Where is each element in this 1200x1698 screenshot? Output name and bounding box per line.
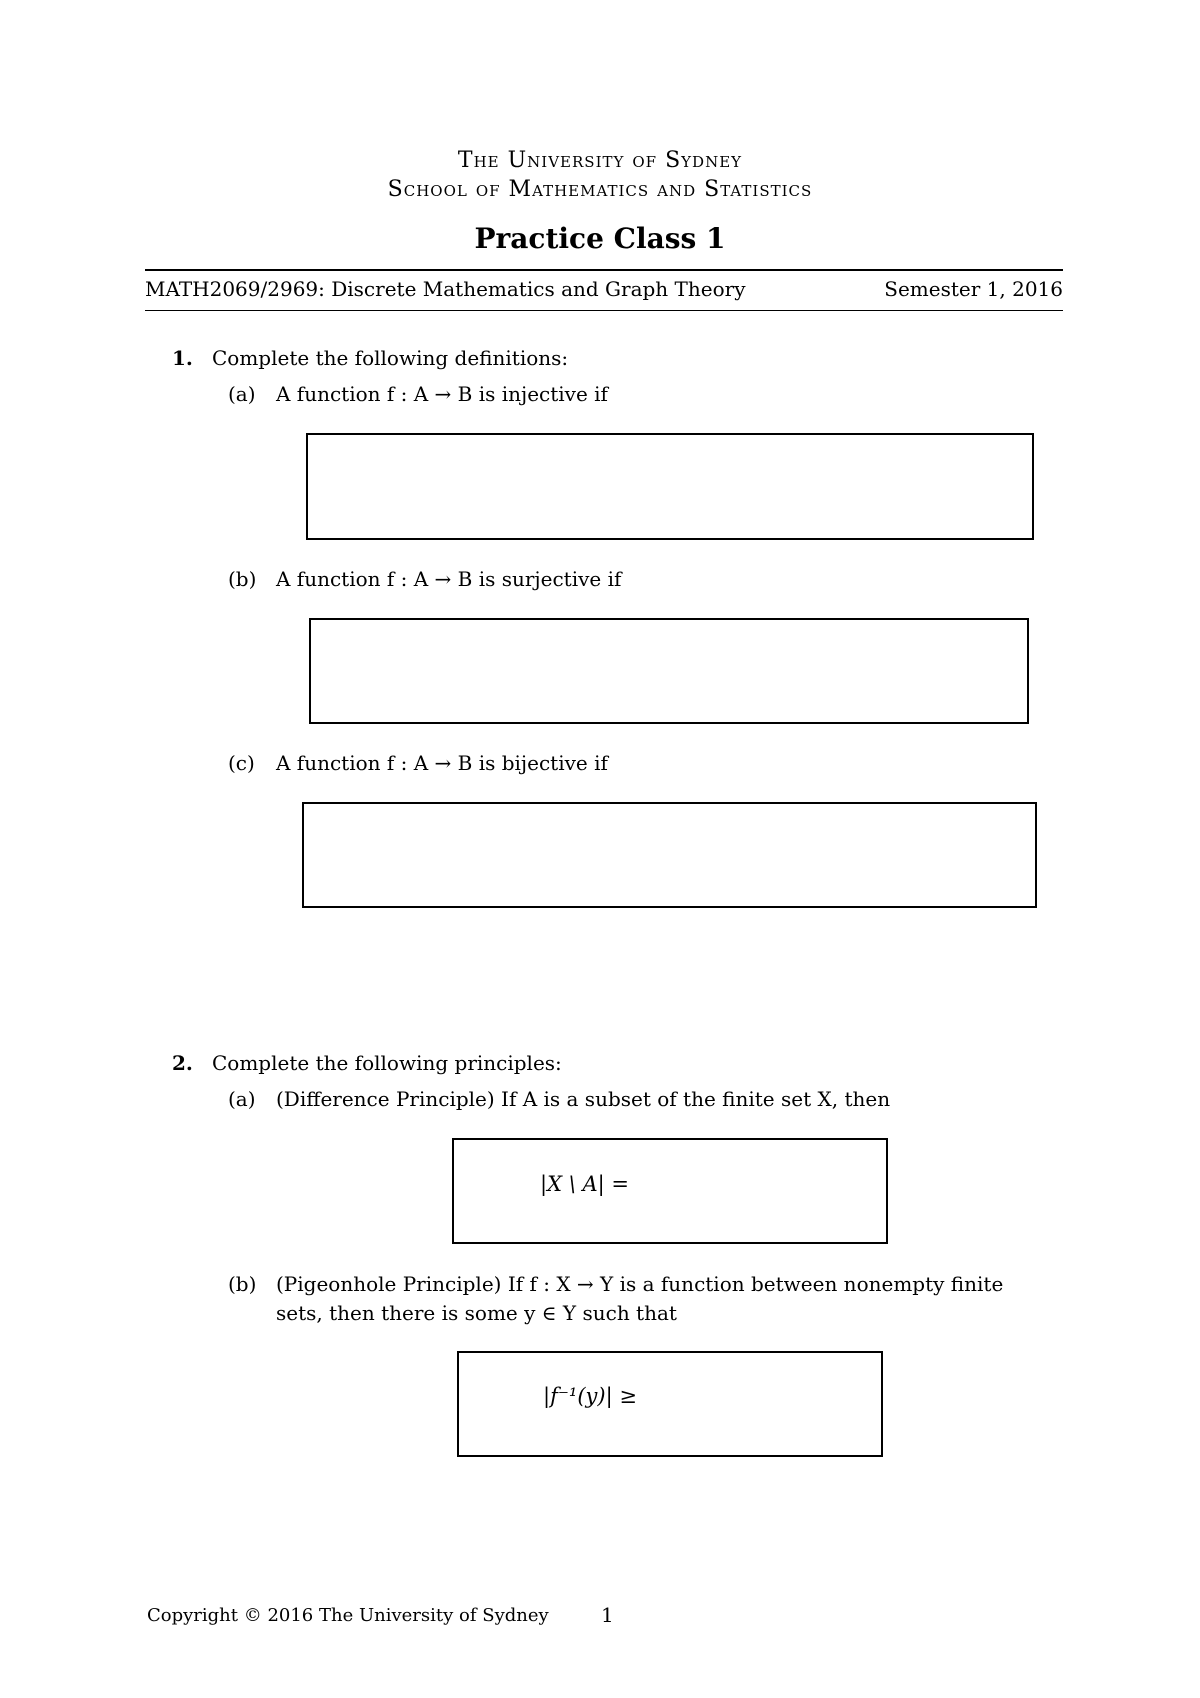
question-2a-text: (Difference Principle) If A is a subset of the finite set X, then — [276, 1087, 891, 1111]
question-2b-answer-box[interactable] — [457, 1351, 883, 1457]
question-1-number: 1. — [172, 346, 193, 370]
question-2b-label: (b) — [228, 1272, 257, 1296]
question-2-number: 2. — [172, 1051, 193, 1075]
header-rule-top — [145, 269, 1063, 271]
university-name: The University of Sydney — [457, 148, 743, 173]
question-2b-text-line1: (Pigeonhole Principle) If f : X → Y is a function between nonempty finite — [276, 1272, 1004, 1296]
question-1b-label: (b) — [228, 567, 257, 591]
question-2b-text-line2: sets, then there is some y ∈ Y such that — [276, 1301, 677, 1325]
semester-label: Semester 1, 2016 — [884, 277, 1063, 301]
footer-copyright: Copyright © 2016 The University of Sydney — [147, 1605, 549, 1626]
header-rule-bottom — [145, 310, 1063, 311]
question-2a-label: (a) — [228, 1087, 256, 1111]
course-name: MATH2069/2969: Discrete Mathematics and Graph Theory — [145, 277, 746, 301]
question-1-prompt: Complete the following definitions: — [212, 346, 569, 370]
question-1b-answer-box[interactable] — [309, 618, 1029, 724]
question-1a-text: A function f : A → B is injective if — [276, 382, 608, 406]
school-name: School of Mathematics and Statistics — [387, 177, 813, 202]
question-1c-answer-box[interactable] — [302, 802, 1037, 908]
question-1a-label: (a) — [228, 382, 256, 406]
question-1a-answer-box[interactable] — [306, 433, 1034, 540]
page-number: 1 — [601, 1603, 614, 1627]
question-1c-text: A function f : A → B is bijective if — [276, 751, 608, 775]
page-title: Practice Class 1 — [474, 222, 726, 255]
question-2-prompt: Complete the following principles: — [212, 1051, 562, 1075]
difference-expression: |X \ A| = — [540, 1172, 629, 1196]
question-1b-text: A function f : A → B is surjective if — [276, 567, 622, 591]
pigeonhole-expression: |f⁻¹(y)| ≥ — [543, 1384, 637, 1408]
question-2a-answer-box[interactable] — [452, 1138, 888, 1244]
question-1c-label: (c) — [228, 751, 255, 775]
